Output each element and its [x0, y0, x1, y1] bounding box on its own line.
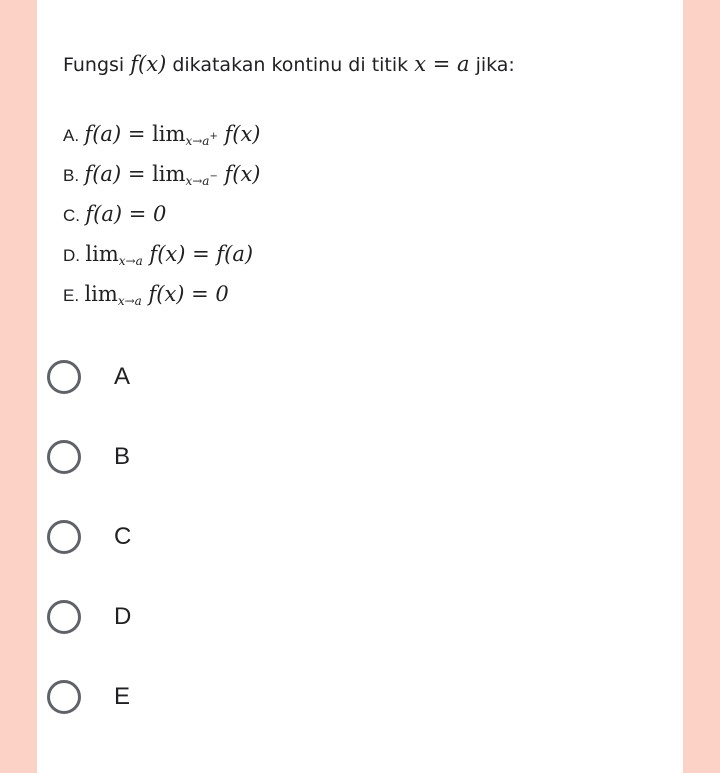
- option-label-e[interactable]: E: [114, 683, 131, 710]
- option-b[interactable]: [47, 420, 607, 500]
- statement-e: [63, 274, 623, 314]
- answer-options: [47, 340, 607, 740]
- option-label-d[interactable]: D: [114, 603, 132, 630]
- question-function: f(x): [130, 52, 167, 76]
- option-label-c[interactable]: C: [114, 523, 132, 550]
- radio-button-c[interactable]: [47, 520, 81, 554]
- question-text: [63, 52, 623, 76]
- question-condition: x = a: [414, 52, 470, 76]
- statement-c: [63, 194, 623, 234]
- radio-button-e[interactable]: [47, 680, 81, 714]
- statement-a: [63, 114, 623, 154]
- statement-label: A.: [63, 126, 80, 145]
- question-suffix: jika:: [475, 54, 515, 76]
- radio-button-d[interactable]: [47, 600, 81, 634]
- question-prefix: Fungsi: [63, 54, 125, 76]
- option-label-a[interactable]: A: [114, 363, 131, 390]
- statement-formula: f(a) = 0: [85, 202, 167, 226]
- statement-d: [63, 234, 623, 274]
- statement-label: C.: [63, 206, 80, 225]
- statement-formula: $f(a) = \lim_{x\to a^-} f(x)$: [84, 162, 261, 188]
- option-a[interactable]: [47, 340, 607, 420]
- question-middle: dikatakan kontinu di titik: [172, 54, 409, 76]
- statement-b: [63, 154, 623, 194]
- statement-formula: $f(a) = \lim_{x\to a^+} f(x)$: [84, 122, 261, 148]
- statement-label: D.: [63, 246, 80, 265]
- statement-formula: $\lim_{x\to a} f(x) = 0$: [84, 282, 229, 308]
- option-d[interactable]: [47, 580, 607, 660]
- statement-label: B.: [63, 166, 80, 185]
- radio-button-a[interactable]: [47, 360, 81, 394]
- option-e[interactable]: [47, 660, 607, 740]
- option-c[interactable]: [47, 500, 607, 580]
- statement-label: E.: [63, 286, 80, 305]
- radio-button-b[interactable]: [47, 440, 81, 474]
- statement-formula: $\lim_{x\to a} f(x) = f(a)$: [85, 242, 254, 268]
- option-label-b[interactable]: B: [114, 443, 131, 470]
- statement-list: [63, 114, 623, 314]
